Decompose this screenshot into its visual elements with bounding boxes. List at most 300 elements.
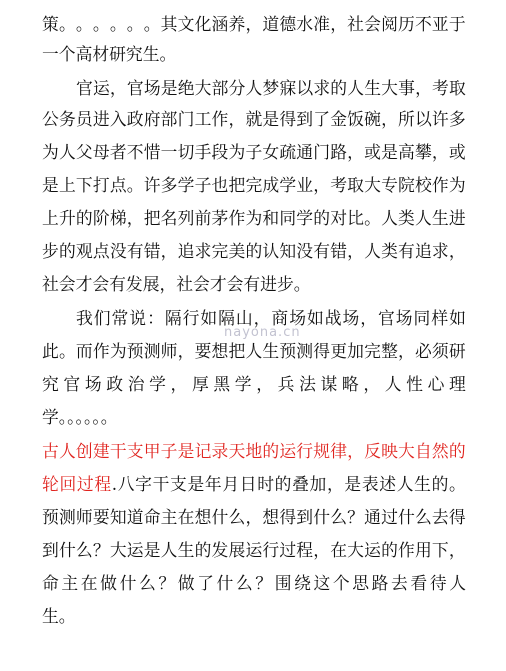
text-line <box>42 439 466 463</box>
text-char: 切 <box>177 142 195 162</box>
text-char: 在 <box>80 573 98 593</box>
text-char: ， <box>170 374 188 394</box>
text-char: 官 <box>76 78 93 98</box>
text-char: 围 <box>274 573 292 593</box>
text-char: 其 <box>160 14 178 34</box>
text-char: 父 <box>75 142 93 162</box>
text-char: 饭 <box>347 109 364 129</box>
text-char: 此 <box>42 341 59 361</box>
text-char: 么 <box>414 507 432 527</box>
text-char: 展 <box>228 540 246 560</box>
text-char: 校 <box>414 175 432 195</box>
text-line <box>42 12 466 36</box>
text-char: 究 <box>42 374 59 394</box>
text-char: 部 <box>211 78 229 98</box>
text-char: 为 <box>42 142 59 162</box>
text-char: ， <box>398 341 415 361</box>
text-char: 运 <box>126 540 144 560</box>
text-char: 把 <box>228 341 246 361</box>
text-char: 。 <box>449 474 466 494</box>
text-char: 么 <box>138 573 156 593</box>
text-char: 什 <box>211 507 229 527</box>
text-char: 战 <box>324 308 342 328</box>
highlighted-char: 地 <box>245 441 263 461</box>
text-char: 思 <box>352 573 370 593</box>
text-char: 以 <box>414 109 432 129</box>
text-char: 生 <box>262 341 280 361</box>
text-char: 知 <box>279 241 297 261</box>
text-char: 多 <box>448 109 466 129</box>
text-char: 历 <box>398 14 415 34</box>
text-char: 学 <box>234 374 252 394</box>
text-line <box>42 272 506 296</box>
text-char: 作 <box>398 540 415 560</box>
text-char: ？ <box>92 540 110 560</box>
text-char: 名 <box>160 208 178 228</box>
text-char: ， <box>109 78 127 98</box>
text-char: 于 <box>448 14 466 34</box>
highlighted-char: 反 <box>364 441 381 461</box>
text-char: 要 <box>194 341 212 361</box>
text-char: 在 <box>177 507 195 527</box>
text-char: 求 <box>194 241 212 261</box>
text-char: 分 <box>228 78 246 98</box>
text-char: 工 <box>194 109 212 129</box>
text-char: 也 <box>211 175 229 195</box>
highlighted-char: 支 <box>126 441 144 461</box>
text-char: 女 <box>262 142 280 162</box>
text-char: 策 <box>42 14 59 34</box>
text-line <box>42 42 506 66</box>
text-line <box>42 107 466 131</box>
text-char: 通 <box>364 507 381 527</box>
text-char: 在 <box>330 540 347 560</box>
text-char: 什 <box>398 507 415 527</box>
text-char: 手 <box>194 142 212 162</box>
text-char: 么 <box>75 540 93 560</box>
text-char: 人 <box>364 241 381 261</box>
text-char: 人 <box>381 208 398 228</box>
text-char: ： <box>147 308 164 328</box>
text-char: 惜 <box>143 142 161 162</box>
text-char: 得 <box>279 507 297 527</box>
text-char: 得 <box>313 341 331 361</box>
highlighted-char: 古 <box>42 441 59 461</box>
text-char: 运 <box>245 540 263 560</box>
text-char: 生 <box>414 474 431 494</box>
text-char: 同 <box>279 208 297 228</box>
text-char: 兵 <box>277 374 295 394</box>
text-char: 。 <box>75 14 93 34</box>
text-char: 的 <box>58 241 76 261</box>
text-segment: 一个高材研究生。 <box>42 44 177 64</box>
text-char: 场 <box>84 374 102 394</box>
text-char: 运 <box>92 78 110 98</box>
text-line <box>42 472 466 496</box>
text-char: 以 <box>296 78 314 98</box>
text-char: 大 <box>364 175 381 195</box>
text-char: 干 <box>152 474 170 494</box>
text-char: 。 <box>126 14 144 34</box>
text-line <box>42 571 466 595</box>
text-char: 人 <box>396 474 414 494</box>
text-char: 什 <box>313 507 331 527</box>
text-char: 预 <box>279 341 297 361</box>
text-line <box>42 604 506 628</box>
text-char: ， <box>126 208 144 228</box>
text-char: 对 <box>330 208 347 228</box>
text-char: 院 <box>398 175 415 195</box>
highlighted-char: 记 <box>194 441 212 461</box>
text-char: . <box>111 474 118 494</box>
text-char: 入 <box>109 109 127 129</box>
highlighted-char: 运 <box>279 441 297 461</box>
text-char: 生 <box>364 78 381 98</box>
text-line <box>76 76 466 100</box>
text-char: 去 <box>391 573 408 593</box>
text-char: 大 <box>347 540 364 560</box>
highlighted-char: 人 <box>58 441 76 461</box>
text-char: 求 <box>431 241 449 261</box>
text-char: 一 <box>160 142 178 162</box>
text-char: 研 <box>448 341 466 361</box>
text-char: ， <box>313 175 331 195</box>
text-char: 们 <box>93 308 111 328</box>
text-char: 厚 <box>191 374 209 394</box>
text-char: 。 <box>58 14 76 34</box>
text-char: 隔 <box>218 308 235 328</box>
text-char: 美 <box>228 241 246 261</box>
text-char: 是 <box>381 142 398 162</box>
text-char: 考 <box>330 175 347 195</box>
text-char: 叠 <box>292 474 309 494</box>
text-char: 必 <box>414 341 432 361</box>
text-char: 说 <box>129 308 147 328</box>
text-char: 谋 <box>320 374 338 394</box>
text-char: 年 <box>204 474 222 494</box>
text-char: 段 <box>211 142 229 162</box>
text-char: 涵 <box>211 14 229 34</box>
text-char: ， <box>160 241 178 261</box>
text-char: 进 <box>92 109 110 129</box>
text-char: 类 <box>381 241 398 261</box>
text-char: 把 <box>143 208 161 228</box>
text-char: 不 <box>126 142 144 162</box>
text-char: 疏 <box>279 142 297 162</box>
highlighted-char: 程 <box>94 474 112 494</box>
text-char: 行 <box>182 308 200 328</box>
text-char: 测 <box>143 341 161 361</box>
text-char: 文 <box>177 14 195 34</box>
text-char: 所 <box>398 109 415 129</box>
text-char: 想 <box>211 341 229 361</box>
text-char: 。 <box>58 341 76 361</box>
text-char: 茅 <box>211 208 229 228</box>
text-char: 子 <box>194 175 212 195</box>
text-char: 完 <box>364 341 381 361</box>
text-char: 大 <box>194 78 212 98</box>
text-char: 列 <box>177 208 195 228</box>
text-char: ？ <box>347 507 364 527</box>
text-line <box>42 140 466 164</box>
text-char: 碗 <box>364 109 381 129</box>
text-char: 运 <box>364 540 381 560</box>
text-char: 步 <box>42 241 59 261</box>
text-char: 主 <box>61 573 79 593</box>
text-char: 是 <box>42 175 59 195</box>
text-char: 完 <box>245 175 263 195</box>
text-char: 日 <box>239 474 257 494</box>
text-char: 待 <box>429 573 447 593</box>
text-char: 务 <box>58 109 76 129</box>
text-char: 述 <box>379 474 397 494</box>
text-char: 么 <box>330 507 347 527</box>
text-char: 许 <box>143 175 161 195</box>
text-char: 须 <box>431 341 449 361</box>
text-char: 过 <box>381 507 398 527</box>
text-char: 么 <box>235 573 253 593</box>
text-char: 发 <box>211 540 229 560</box>
text-char: 人 <box>449 573 466 593</box>
text-char: 了 <box>197 573 214 593</box>
text-char: 我 <box>76 308 93 328</box>
text-char: 多 <box>160 175 178 195</box>
text-char: 上 <box>58 175 76 195</box>
text-char: 人 <box>245 341 263 361</box>
text-char: 前 <box>194 208 212 228</box>
text-char: 预 <box>42 507 59 527</box>
text-char: 程 <box>296 540 314 560</box>
text-char: 时 <box>257 474 275 494</box>
text-char: 有 <box>398 241 415 261</box>
text-char: ， <box>363 374 381 394</box>
text-char: 为 <box>228 142 246 162</box>
text-char: 得 <box>279 109 297 129</box>
text-line <box>42 206 466 230</box>
text-char: 为 <box>245 208 263 228</box>
text-char: 到 <box>296 109 314 129</box>
text-char: 整 <box>381 341 398 361</box>
text-char: 隔 <box>164 308 182 328</box>
text-char: 为 <box>109 341 127 361</box>
text-char: 是 <box>160 78 178 98</box>
text-char: 如 <box>449 308 466 328</box>
text-char: 同 <box>413 308 431 328</box>
text-char: 社 <box>347 14 364 34</box>
text-char: 场 <box>289 308 306 328</box>
text-char: 公 <box>42 109 59 129</box>
text-char: 的 <box>313 208 331 228</box>
text-char: 场 <box>143 78 161 98</box>
text-char: 进 <box>448 208 466 228</box>
highlighted-char: 过 <box>76 474 94 494</box>
text-char: 加 <box>347 341 364 361</box>
text-char: 亚 <box>431 14 449 34</box>
text-char: 字 <box>135 474 152 494</box>
text-char: 山 <box>235 308 253 328</box>
text-char: 不 <box>414 14 432 34</box>
text-char: ， <box>448 241 466 261</box>
highlighted-char: 是 <box>177 441 195 461</box>
text-char: 如 <box>306 308 324 328</box>
text-char: 没 <box>296 241 314 261</box>
text-char: 。 <box>126 175 144 195</box>
text-line <box>42 538 466 562</box>
text-char: 绕 <box>294 573 311 593</box>
text-char: ， <box>313 540 331 560</box>
text-char: 道 <box>126 507 144 527</box>
text-char: 官 <box>126 78 144 98</box>
text-char: 测 <box>58 507 76 527</box>
text-char: 个 <box>332 573 350 593</box>
text-char: 错 <box>143 241 161 261</box>
highlighted-char: 录 <box>211 441 229 461</box>
text-char: 。 <box>143 14 161 34</box>
text-char: 求 <box>313 78 331 98</box>
text-char: 黑 <box>213 374 231 394</box>
text-segment: 学。。。。。。 <box>42 407 118 427</box>
text-char: 要 <box>92 507 110 527</box>
text-char: 观 <box>75 241 93 261</box>
text-char: 人 <box>245 78 263 98</box>
text-char: ， <box>448 540 466 560</box>
text-char: 性 <box>406 374 423 394</box>
text-char: 八 <box>117 474 135 494</box>
text-char: 大 <box>381 78 398 98</box>
text-char: 主 <box>160 507 178 527</box>
text-char: 的 <box>330 78 348 98</box>
text-char: 学 <box>149 374 166 394</box>
text-char: 政 <box>126 109 144 129</box>
text-char: 错 <box>330 241 347 261</box>
text-char: 会 <box>364 14 381 34</box>
text-char: 道 <box>262 14 280 34</box>
text-char: 商 <box>271 308 289 328</box>
text-char: ， <box>245 507 263 527</box>
highlighted-char: 的 <box>262 441 280 461</box>
text-char: 用 <box>414 540 432 560</box>
text-char: 场 <box>342 308 360 328</box>
text-char: 心 <box>427 374 445 394</box>
highlighted-char: 甲 <box>143 441 161 461</box>
text-char: 什 <box>119 573 137 593</box>
text-char: 成 <box>262 175 280 195</box>
highlighted-char: 大 <box>398 441 415 461</box>
text-char: 学 <box>177 175 195 195</box>
text-char: 看 <box>410 573 428 593</box>
highlighted-char: 建 <box>92 441 110 461</box>
text-char: 么 <box>228 507 246 527</box>
text-char: ？ <box>158 573 176 593</box>
text-char: ， <box>330 14 347 34</box>
text-char: 大 <box>109 540 127 560</box>
text-char: 生 <box>177 540 195 560</box>
highlighted-char: 律 <box>330 441 347 461</box>
text-char: 测 <box>296 341 314 361</box>
text-char: ？ <box>255 573 273 593</box>
text-char: 府 <box>143 109 161 129</box>
text-char: ， <box>381 109 398 129</box>
text-char: 攀 <box>414 142 432 162</box>
text-char: 没 <box>109 241 127 261</box>
text-line <box>42 405 506 429</box>
text-char: 许 <box>431 109 449 129</box>
text-char: ， <box>177 341 195 361</box>
text-char: ， <box>347 142 364 162</box>
text-char: 的 <box>381 540 398 560</box>
text-char: 学 <box>296 208 314 228</box>
text-char: 更 <box>330 341 347 361</box>
text-char: 到 <box>296 507 314 527</box>
text-char: 下 <box>431 540 449 560</box>
text-char: 高 <box>398 142 415 162</box>
text-char: 师 <box>75 507 93 527</box>
text-char: 把 <box>228 175 246 195</box>
text-char: 考 <box>432 78 449 98</box>
highlighted-char: 回 <box>59 474 77 494</box>
text-char: 比 <box>347 208 364 228</box>
text-char: ， <box>228 109 246 129</box>
text-char: 生 <box>431 208 449 228</box>
text-char: 取 <box>347 175 364 195</box>
text-char: 为 <box>448 175 466 195</box>
highlighted-char: 规 <box>313 441 331 461</box>
text-char: 或 <box>448 142 466 162</box>
text-char: 路 <box>330 142 347 162</box>
text-char: 治 <box>127 374 145 394</box>
text-char: 打 <box>92 175 110 195</box>
text-char: 什 <box>58 540 76 560</box>
text-char: 师 <box>160 341 178 361</box>
text-char: 员 <box>75 109 93 129</box>
text-char: ， <box>326 474 344 494</box>
highlighted-char: 的 <box>448 441 466 461</box>
text-char: 命 <box>143 507 161 527</box>
text-char: ， <box>347 241 364 261</box>
text-char: 路 <box>371 573 389 593</box>
text-char: 常 <box>111 308 129 328</box>
text-char: 上 <box>42 208 59 228</box>
text-char: 事 <box>398 78 415 98</box>
text-char: 母 <box>92 142 110 162</box>
text-char: 准 <box>313 14 331 34</box>
text-char: 月 <box>222 474 240 494</box>
text-char: 而 <box>75 341 93 361</box>
text-char: 和 <box>262 208 280 228</box>
text-char: 得 <box>448 507 466 527</box>
text-char: 是 <box>344 474 362 494</box>
text-char: 寐 <box>279 78 297 98</box>
highlighted-char: 轮 <box>42 474 59 494</box>
text-char: 就 <box>245 109 263 129</box>
text-char: 了 <box>313 109 331 129</box>
highlighted-char: 自 <box>414 441 432 461</box>
text-char: 人 <box>414 208 432 228</box>
text-char: 专 <box>381 175 398 195</box>
text-char: 作 <box>92 341 110 361</box>
text-char: 去 <box>431 507 449 527</box>
text-char: 人 <box>58 142 76 162</box>
text-char: 的 <box>75 208 93 228</box>
text-char: 这 <box>313 573 331 593</box>
text-char: 化 <box>194 14 212 34</box>
highlighted-char: ， <box>347 441 364 461</box>
text-char: 想 <box>194 507 212 527</box>
text-line <box>42 339 466 363</box>
text-char: 如 <box>200 308 218 328</box>
watermark-text: nayona.cn <box>224 325 301 340</box>
text-char: ， <box>360 308 378 328</box>
